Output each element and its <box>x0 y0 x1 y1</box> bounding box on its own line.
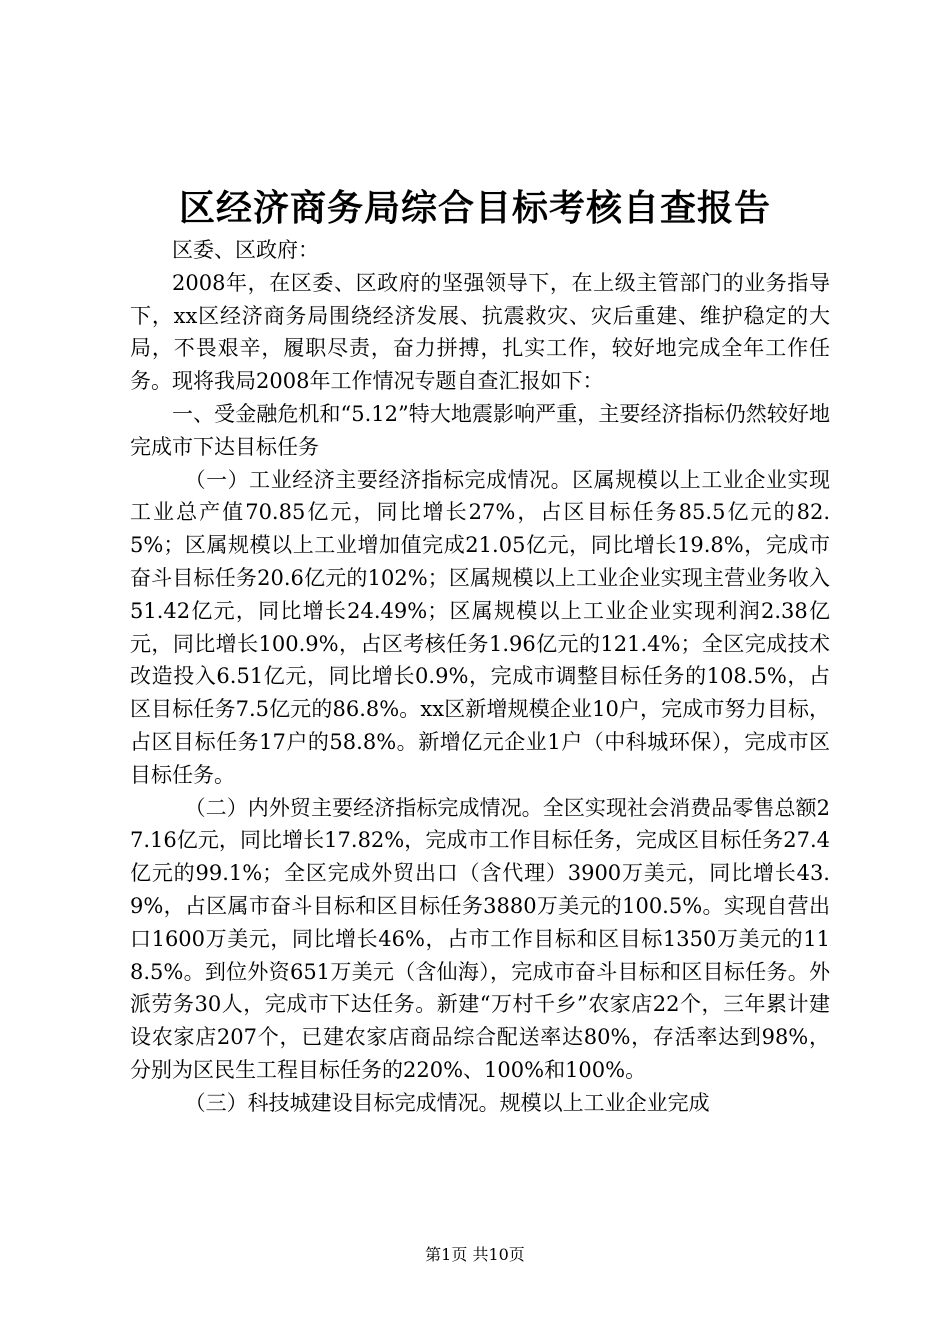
paragraph-intro: 2008年，在区委、区政府的坚强领导下，在上级主管部门的业务指导下，xx区经济商务局围绕经济发展、抗震救灾、灾后重建、维护稳定的大局，不畏艰辛，履职尽责，奋力拼搏，扎实工作，较好地完成全年工作任务。现将我局2008年工作情况专题自查汇报如下： <box>130 270 830 394</box>
document-body <box>130 234 830 1120</box>
section-heading-1: 一、受金融危机和“5.12”特大地震影响严重，主要经济指标仍然较好地完成市下达目标任务 <box>130 401 830 459</box>
salutation: 区委、区政府： <box>172 238 319 262</box>
paragraph-industrial-economy: （一）工业经济主要经济指标完成情况。区属规模以上工业企业实现工业总产值70.85亿元，同比增长27%，占区目标任务85.5亿元的82.5%；区属规模以上工业增加值完成21.05亿元，同比增长19.8%，完成市奋斗目标任务20.6亿元的102%；区属规模以上工业企业实现主营业务收入51.42亿元，同比增长24.49%；区属规模以上工业企业实现利润2.38亿元，同比增长100.9%，占区考核任务1.96亿元的121.4%；全区完成技术改造投入6.51亿元，同比增长0.9%，完成市调整目标任务的108.5%，占区目标任务7.5亿元的86.8%。xx区新增规模企业10户，完成市努力目标，占区目标任务17户的58.8%。新增亿元企业1户（中科城环保），完成市区目标任务。 <box>130 467 830 787</box>
document-title: 区经济商务局综合目标考核自查报告 <box>178 187 771 229</box>
paragraph-science-city: （三）科技城建设目标完成情况。规模以上工业企业完成 <box>184 1090 710 1115</box>
page-footer: 第1页 共10页 <box>425 1245 525 1264</box>
paragraph-trade: （二）内外贸主要经济指标完成情况。全区实现社会消费品零售总额27.16亿元，同比增长17.82%，完成市工作目标任务，完成区目标任务27.4亿元的99.1%；全区完成外贸出口（含代理）3900万美元，同比增长43.9%，占区属市奋斗目标和区目标任务3880万美元的100.5%。实现自营出口1600万美元，同比增长46%，占市工作目标和区目标1350万美元的118.5%。到位外资651万美元（含仙海），完成市奋斗目标和区目标任务。外派劳务30人，完成市下达任务。新建“万村千乡”农家店22个，三年累计建设农家店207个，已建农家店商品综合配送率达80%，存活率达到98%，分别为区民生工程目标任务的220%、100%和100%。 <box>130 795 830 1082</box>
